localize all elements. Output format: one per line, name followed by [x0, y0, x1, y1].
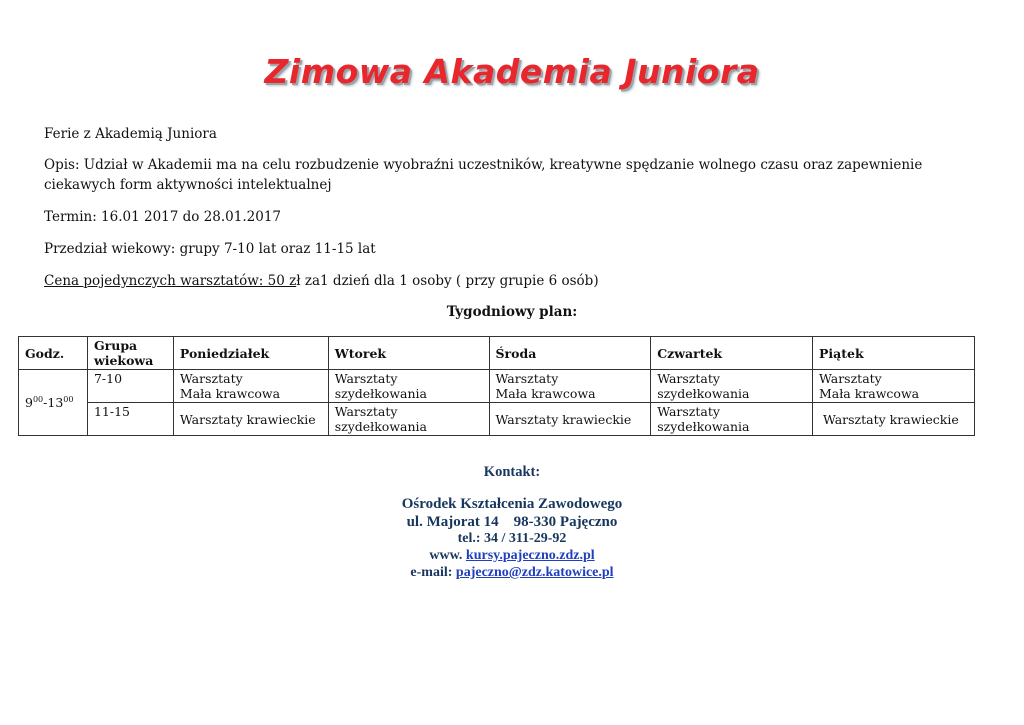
header-thursday: Czwartek: [651, 337, 813, 370]
cell-friday: Warsztaty Mała krawcowa: [812, 370, 974, 403]
price-underlined: Cena pojedynczych warsztatów: 50 z: [44, 273, 297, 289]
www-prefix: www.: [429, 548, 466, 563]
contact-phone: tel.: 34 / 311-29-92: [457, 531, 567, 546]
group-cell: 7-10: [87, 370, 173, 403]
cell-wednesday: Warsztaty Mała krawcowa: [489, 370, 651, 403]
cell-friday: Warsztaty krawieckie: [812, 403, 974, 436]
header-godz: Godz.: [19, 337, 88, 370]
cell-monday: Warsztaty krawieckie: [173, 403, 328, 436]
contact-email: [0, 565, 1024, 581]
contact-www: [0, 548, 1024, 564]
table-row: [19, 370, 975, 403]
document-title: Zimowa Akademia Juniora: [264, 52, 760, 91]
time-cell: $9^{00}-13^{00}$: [19, 370, 88, 436]
price-rest: ł za1 dzień dla 1 osoby ( przy grupie 6 osób): [296, 273, 599, 289]
table-row: [19, 403, 975, 436]
table-header-row: [19, 337, 975, 370]
plan-title: Tygodniowy plan:: [446, 304, 578, 320]
intro-line: Ferie z Akademią Juniora: [44, 126, 217, 142]
price-line: [44, 271, 599, 291]
header-friday: Piątek: [812, 337, 974, 370]
age-range-line: Przedział wiekowy: grupy 7-10 lat oraz 11-15 lat: [44, 241, 376, 257]
header-monday: Poniedziałek: [173, 337, 328, 370]
header-grupa: Grupa wiekowa: [87, 337, 173, 370]
www-link[interactable]: kursy.pajeczno.zdz.pl: [465, 548, 595, 563]
contact-heading: Kontakt:: [483, 464, 541, 480]
cell-wednesday: Warsztaty krawieckie: [489, 403, 651, 436]
email-link[interactable]: pajeczno@zdz.katowice.pl: [455, 565, 614, 580]
cell-tuesday: Warsztaty szydełkowania: [328, 403, 489, 436]
contact-organization: Ośrodek Kształcenia Zawodowego: [401, 496, 623, 512]
group-cell: 11-15: [87, 403, 173, 436]
header-wednesday: Środa: [489, 337, 651, 370]
term-line: Termin: 16.01 2017 do 28.01.2017: [44, 209, 281, 225]
cell-monday: Warsztaty Mała krawcowa: [173, 370, 328, 403]
email-prefix: e-mail:: [410, 565, 456, 580]
description-paragraph: Opis: Udział w Akademii ma na celu rozbudzenie wyobraźni uczestników, kreatywne spędzanie wolnego czasu oraz zapewnienie ciekawych form aktywności intelektualnej: [44, 157, 923, 193]
cell-thursday: Warsztaty szydełkowania: [651, 370, 813, 403]
header-tuesday: Wtorek: [328, 337, 489, 370]
cell-thursday: Warsztaty szydełkowania: [651, 403, 813, 436]
cell-tuesday: Warsztaty szydełkowania: [328, 370, 489, 403]
contact-address: ul. Majorat 14 98-330 Pajęczno: [406, 514, 618, 530]
weekly-plan-table: [18, 336, 975, 436]
